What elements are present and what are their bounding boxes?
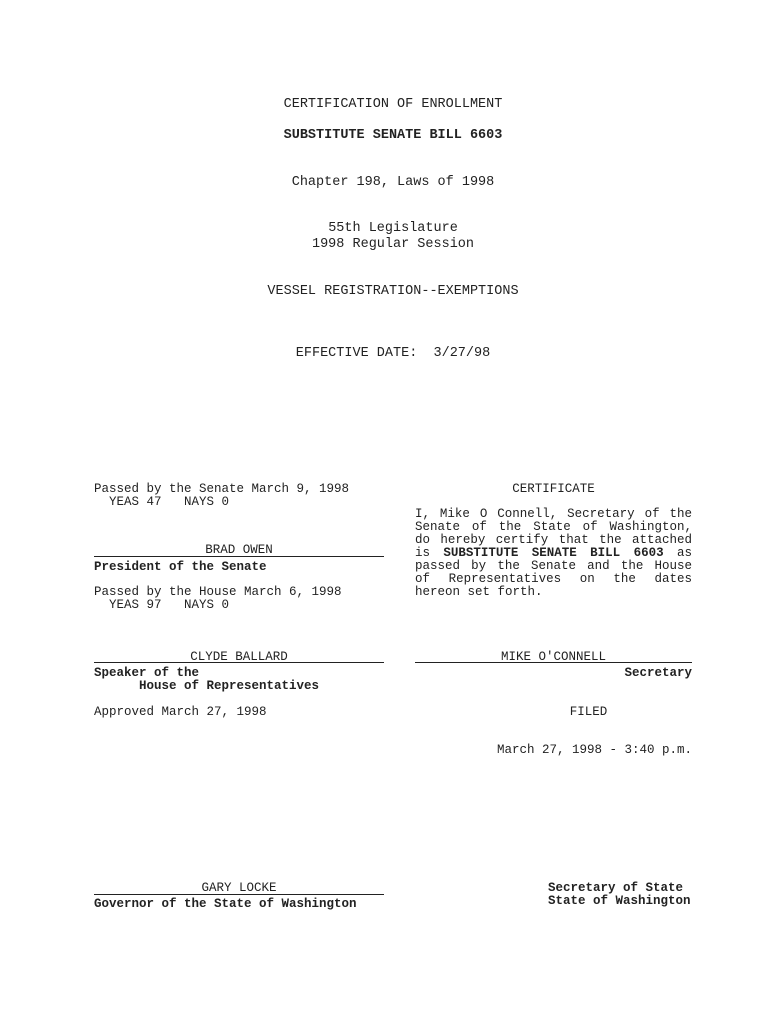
chapter-line: Chapter 198, Laws of 1998 xyxy=(291,175,495,190)
house-signer-title-1: Speaker of the xyxy=(94,666,200,680)
governor-signer: GARY LOCKE xyxy=(201,881,277,895)
senate-signature-line xyxy=(94,556,384,557)
senate-signer: BRAD OWEN xyxy=(205,543,273,557)
approved-date: Approved March 27, 1998 xyxy=(94,705,267,719)
certificate-text-after: as passed by the Senate and the House of Representatives on the dates hereon set forth. xyxy=(415,546,692,599)
house-signer-title-2: House of Representatives xyxy=(139,679,320,693)
senate-signer-title: President of the Senate xyxy=(94,560,267,574)
filed-date: March 27, 1998 - 3:40 p.m. xyxy=(496,743,692,757)
house-signer: CLYDE BALLARD xyxy=(190,650,288,664)
office-line-1: Secretary of State xyxy=(548,881,684,895)
legislature-line: 55th Legislature xyxy=(328,221,458,236)
house-passed: Passed by the House March 6, 1998 xyxy=(94,585,342,599)
governor-title: Governor of the State of Washington xyxy=(94,897,357,911)
bill-title: SUBSTITUTE SENATE BILL 6603 xyxy=(283,128,503,143)
effective-date: EFFECTIVE DATE: 3/27/98 xyxy=(295,346,491,361)
senate-votes: YEAS 47 NAYS 0 xyxy=(94,495,230,509)
secretary-signature-line xyxy=(415,662,692,663)
governor-signature-line xyxy=(94,894,384,895)
house-votes: YEAS 97 NAYS 0 xyxy=(94,598,230,612)
session-line: 1998 Regular Session xyxy=(311,237,475,252)
certificate-body xyxy=(415,508,692,599)
office-line-2: State of Washington xyxy=(548,894,691,908)
certificate-text-before: I, Mike O Connell, Secretary of the Senate of the State of Washington, do hereby certify that the attached is xyxy=(415,507,692,560)
subject-line: VESSEL REGISTRATION--EXEMPTIONS xyxy=(267,284,519,299)
secretary-signer: MIKE O'CONNELL xyxy=(500,650,607,664)
house-signature-line xyxy=(94,662,384,663)
secretary-title: Secretary xyxy=(624,666,692,680)
filed-label: FILED xyxy=(569,705,608,719)
certification-title: CERTIFICATION OF ENROLLMENT xyxy=(283,97,503,112)
certificate-bill-ref: SUBSTITUTE SENATE BILL 6603 xyxy=(443,546,664,560)
senate-passed: Passed by the Senate March 9, 1998 xyxy=(94,482,350,496)
certificate-heading: CERTIFICATE xyxy=(512,482,595,496)
